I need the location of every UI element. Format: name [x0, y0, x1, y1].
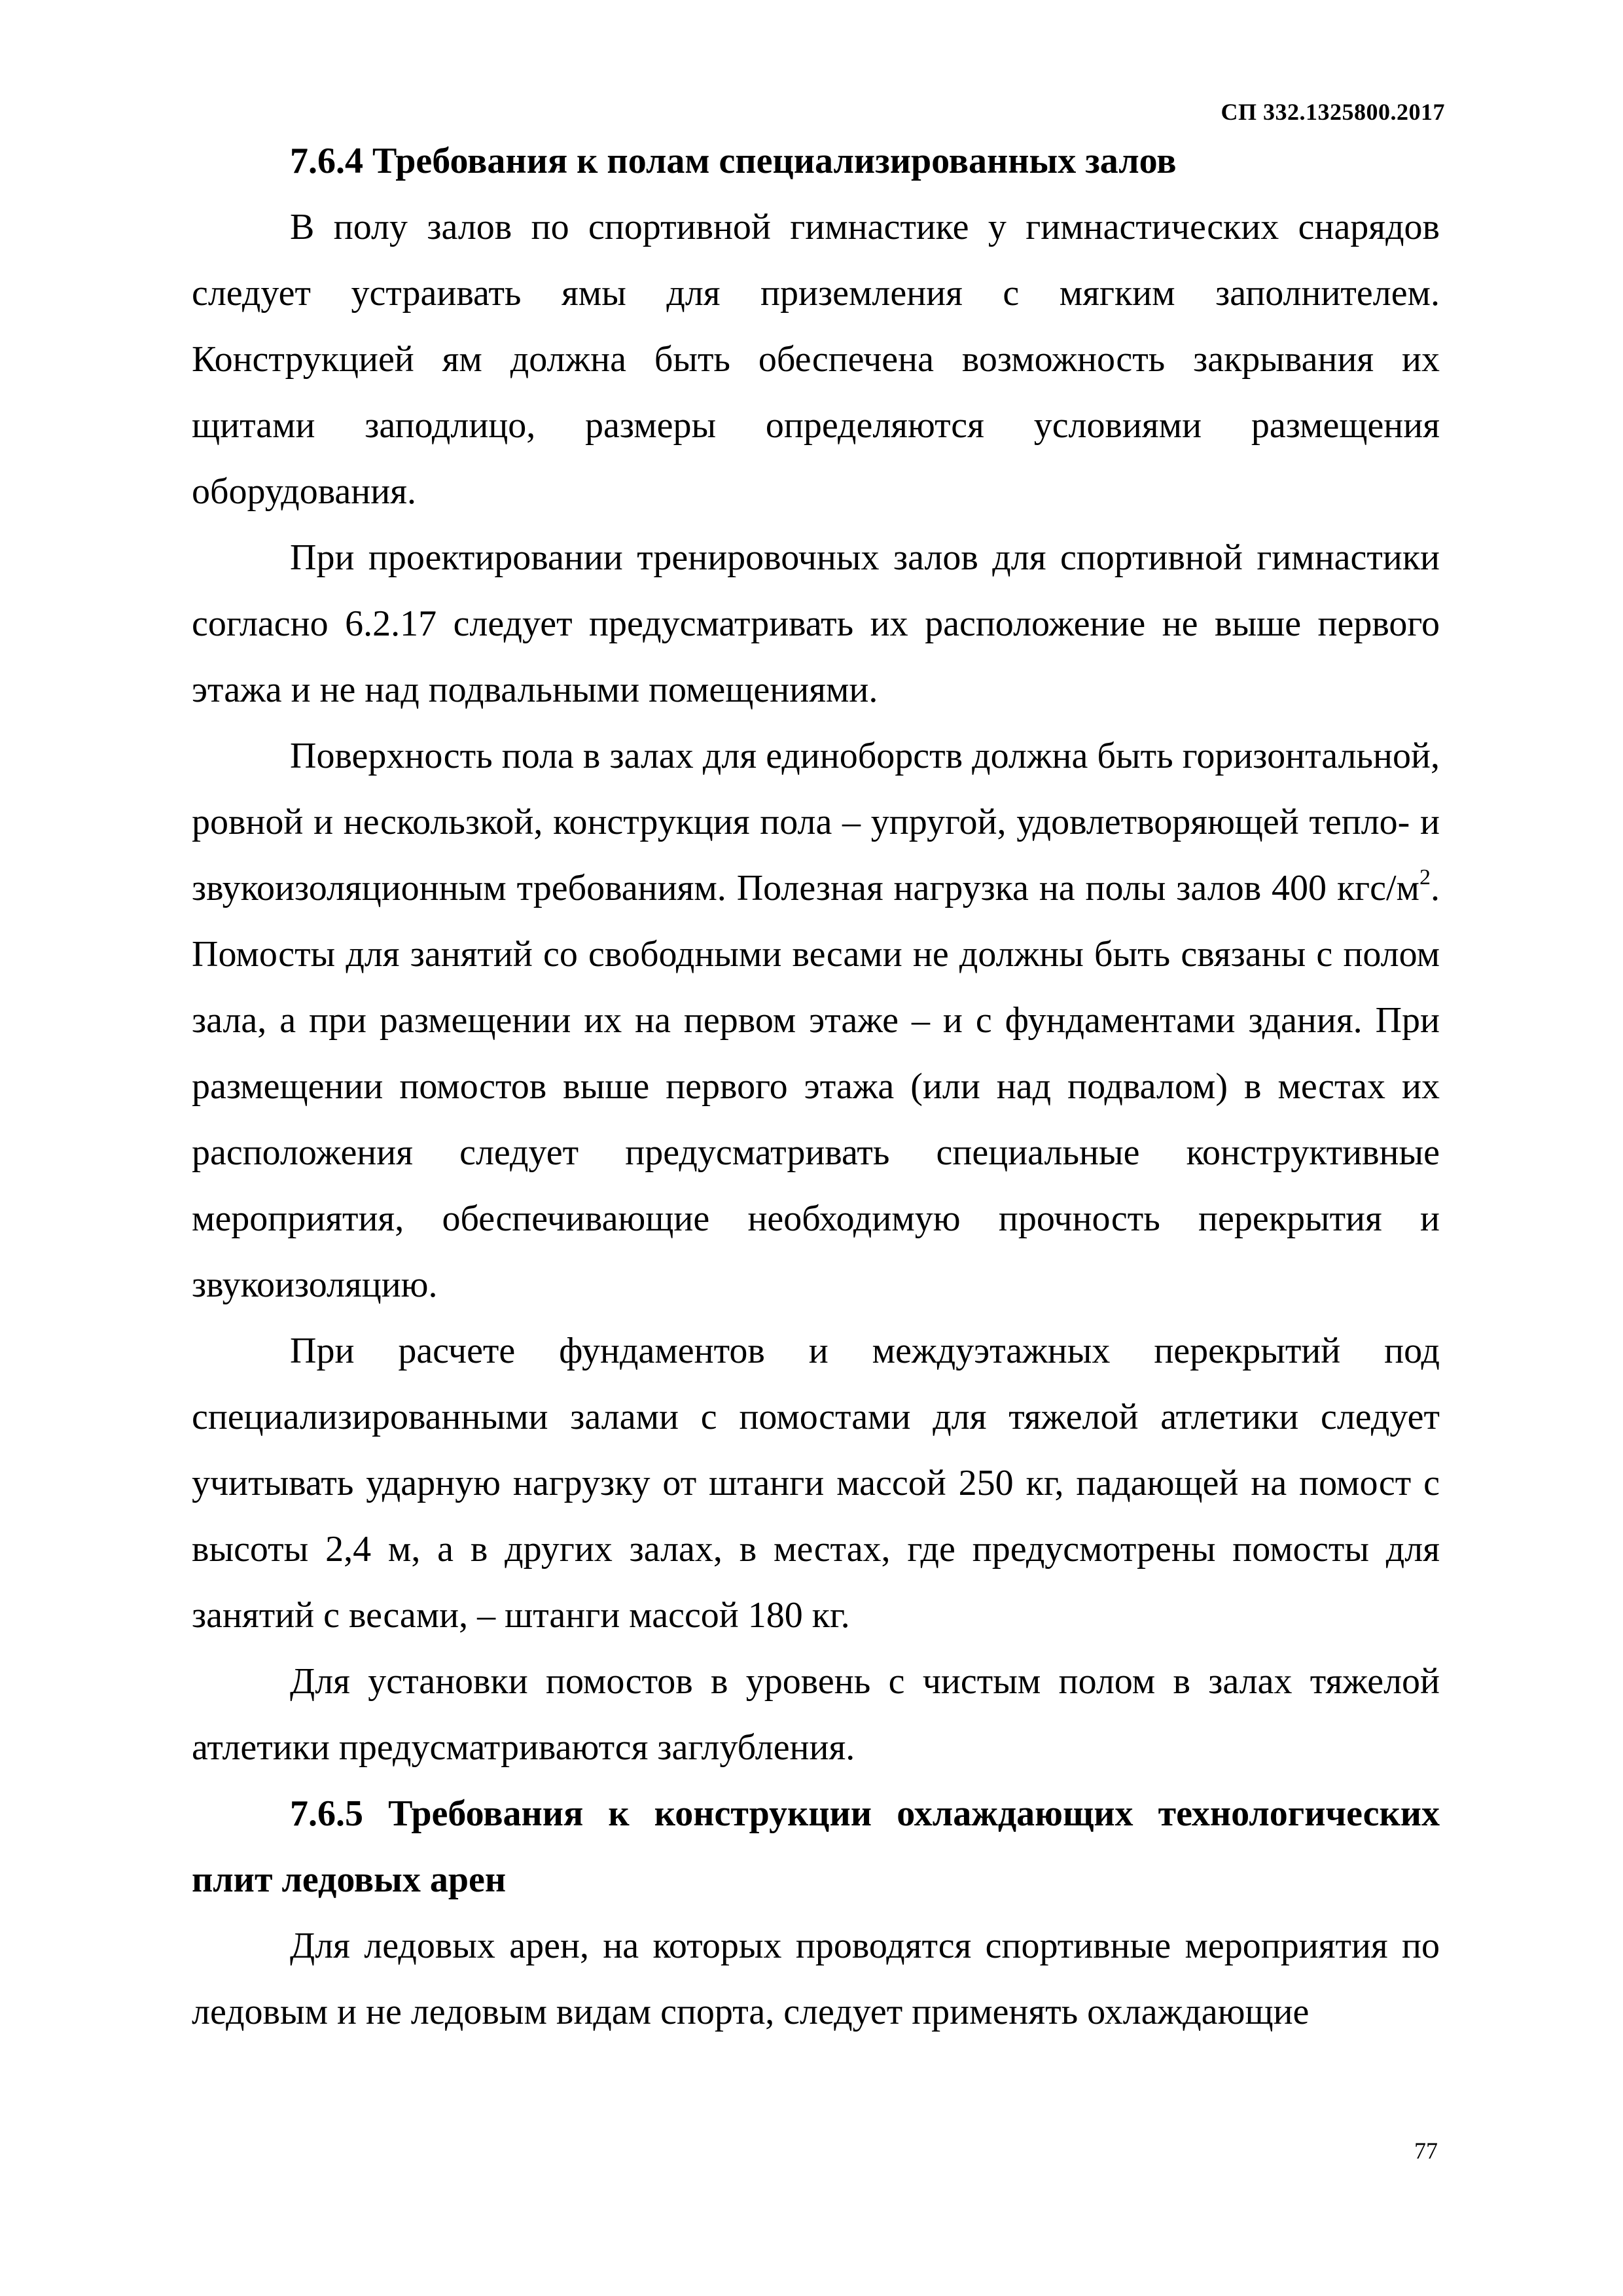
section-heading-7-6-5: 7.6.5 Требования к конструкции охлаждающих технологических плит ледовых арен	[192, 1793, 1440, 1900]
page-content	[192, 128, 1440, 2045]
paragraph-gymnastics-pits: В полу залов по спортивной гимнастике у гимнастических снарядов следует устраивать ямы для приземления с мягким заполнителем. Конструкцией ям должна быть обеспечена возможность закрывания их щитами заподлицо, размеры определяются условиями размещения оборудования.	[192, 207, 1440, 512]
paragraph-text-part: . Помосты для занятий со свободными весами не должны быть связаны с полом зала, а при размещении их на первом этаже – и с фундаментами здания. При размещении помостов выше первого этажа (или над подвалом) в местах их расположения следует предусматривать специальные конструктивные мероприятия, обеспечивающие необходимую прочность перекрытия и звукоизоляцию.	[192, 868, 1440, 1305]
page-number: 77	[1414, 2138, 1438, 2164]
paragraph-platform-recesses: Для установки помостов в уровень с чистым полом в залах тяжелой атлетики предусматриваются заглубления.	[192, 1661, 1440, 1768]
paragraph-text-part: Поверхность пола в залах для единоборств должна быть горизонтальной, ровной и нескользкой, конструкция пола – упругой, удовлетворяющей тепло- и звукоизоляционным требованиям. Полезная нагрузка на полы залов 400 кгс/м	[192, 736, 1440, 908]
paragraph-training-halls: При проектировании тренировочных залов для спортивной гимнастики согласно 6.2.17 следует предусматривать их расположение не выше первого этажа и не над подвальными помещениями.	[192, 537, 1440, 710]
superscript-exponent: 2	[1419, 865, 1431, 890]
paragraph-impact-load: При расчете фундаментов и междуэтажных перекрытий под специализированными залами с помостами для тяжелой атлетики следует учитывать ударную нагрузку от штанги массой 250 кг, падающей на помост с высоты 2,4 м, а в других залах, в местах, где предусмотрены помосты для занятий с весами, – штанги массой 180 кг.	[192, 1331, 1440, 1636]
section-heading-7-6-4: 7.6.4 Требования к полам специализированных залов	[290, 141, 1177, 181]
document-code: СП 332.1325800.2017	[1221, 99, 1445, 125]
paragraph-martial-arts-floor	[192, 723, 1440, 1318]
paragraph-ice-arenas: Для ледовых арен, на которых проводятся спортивные мероприятия по ледовым и не ледовым видам спорта, следует применять охлаждающие	[192, 1926, 1440, 2032]
